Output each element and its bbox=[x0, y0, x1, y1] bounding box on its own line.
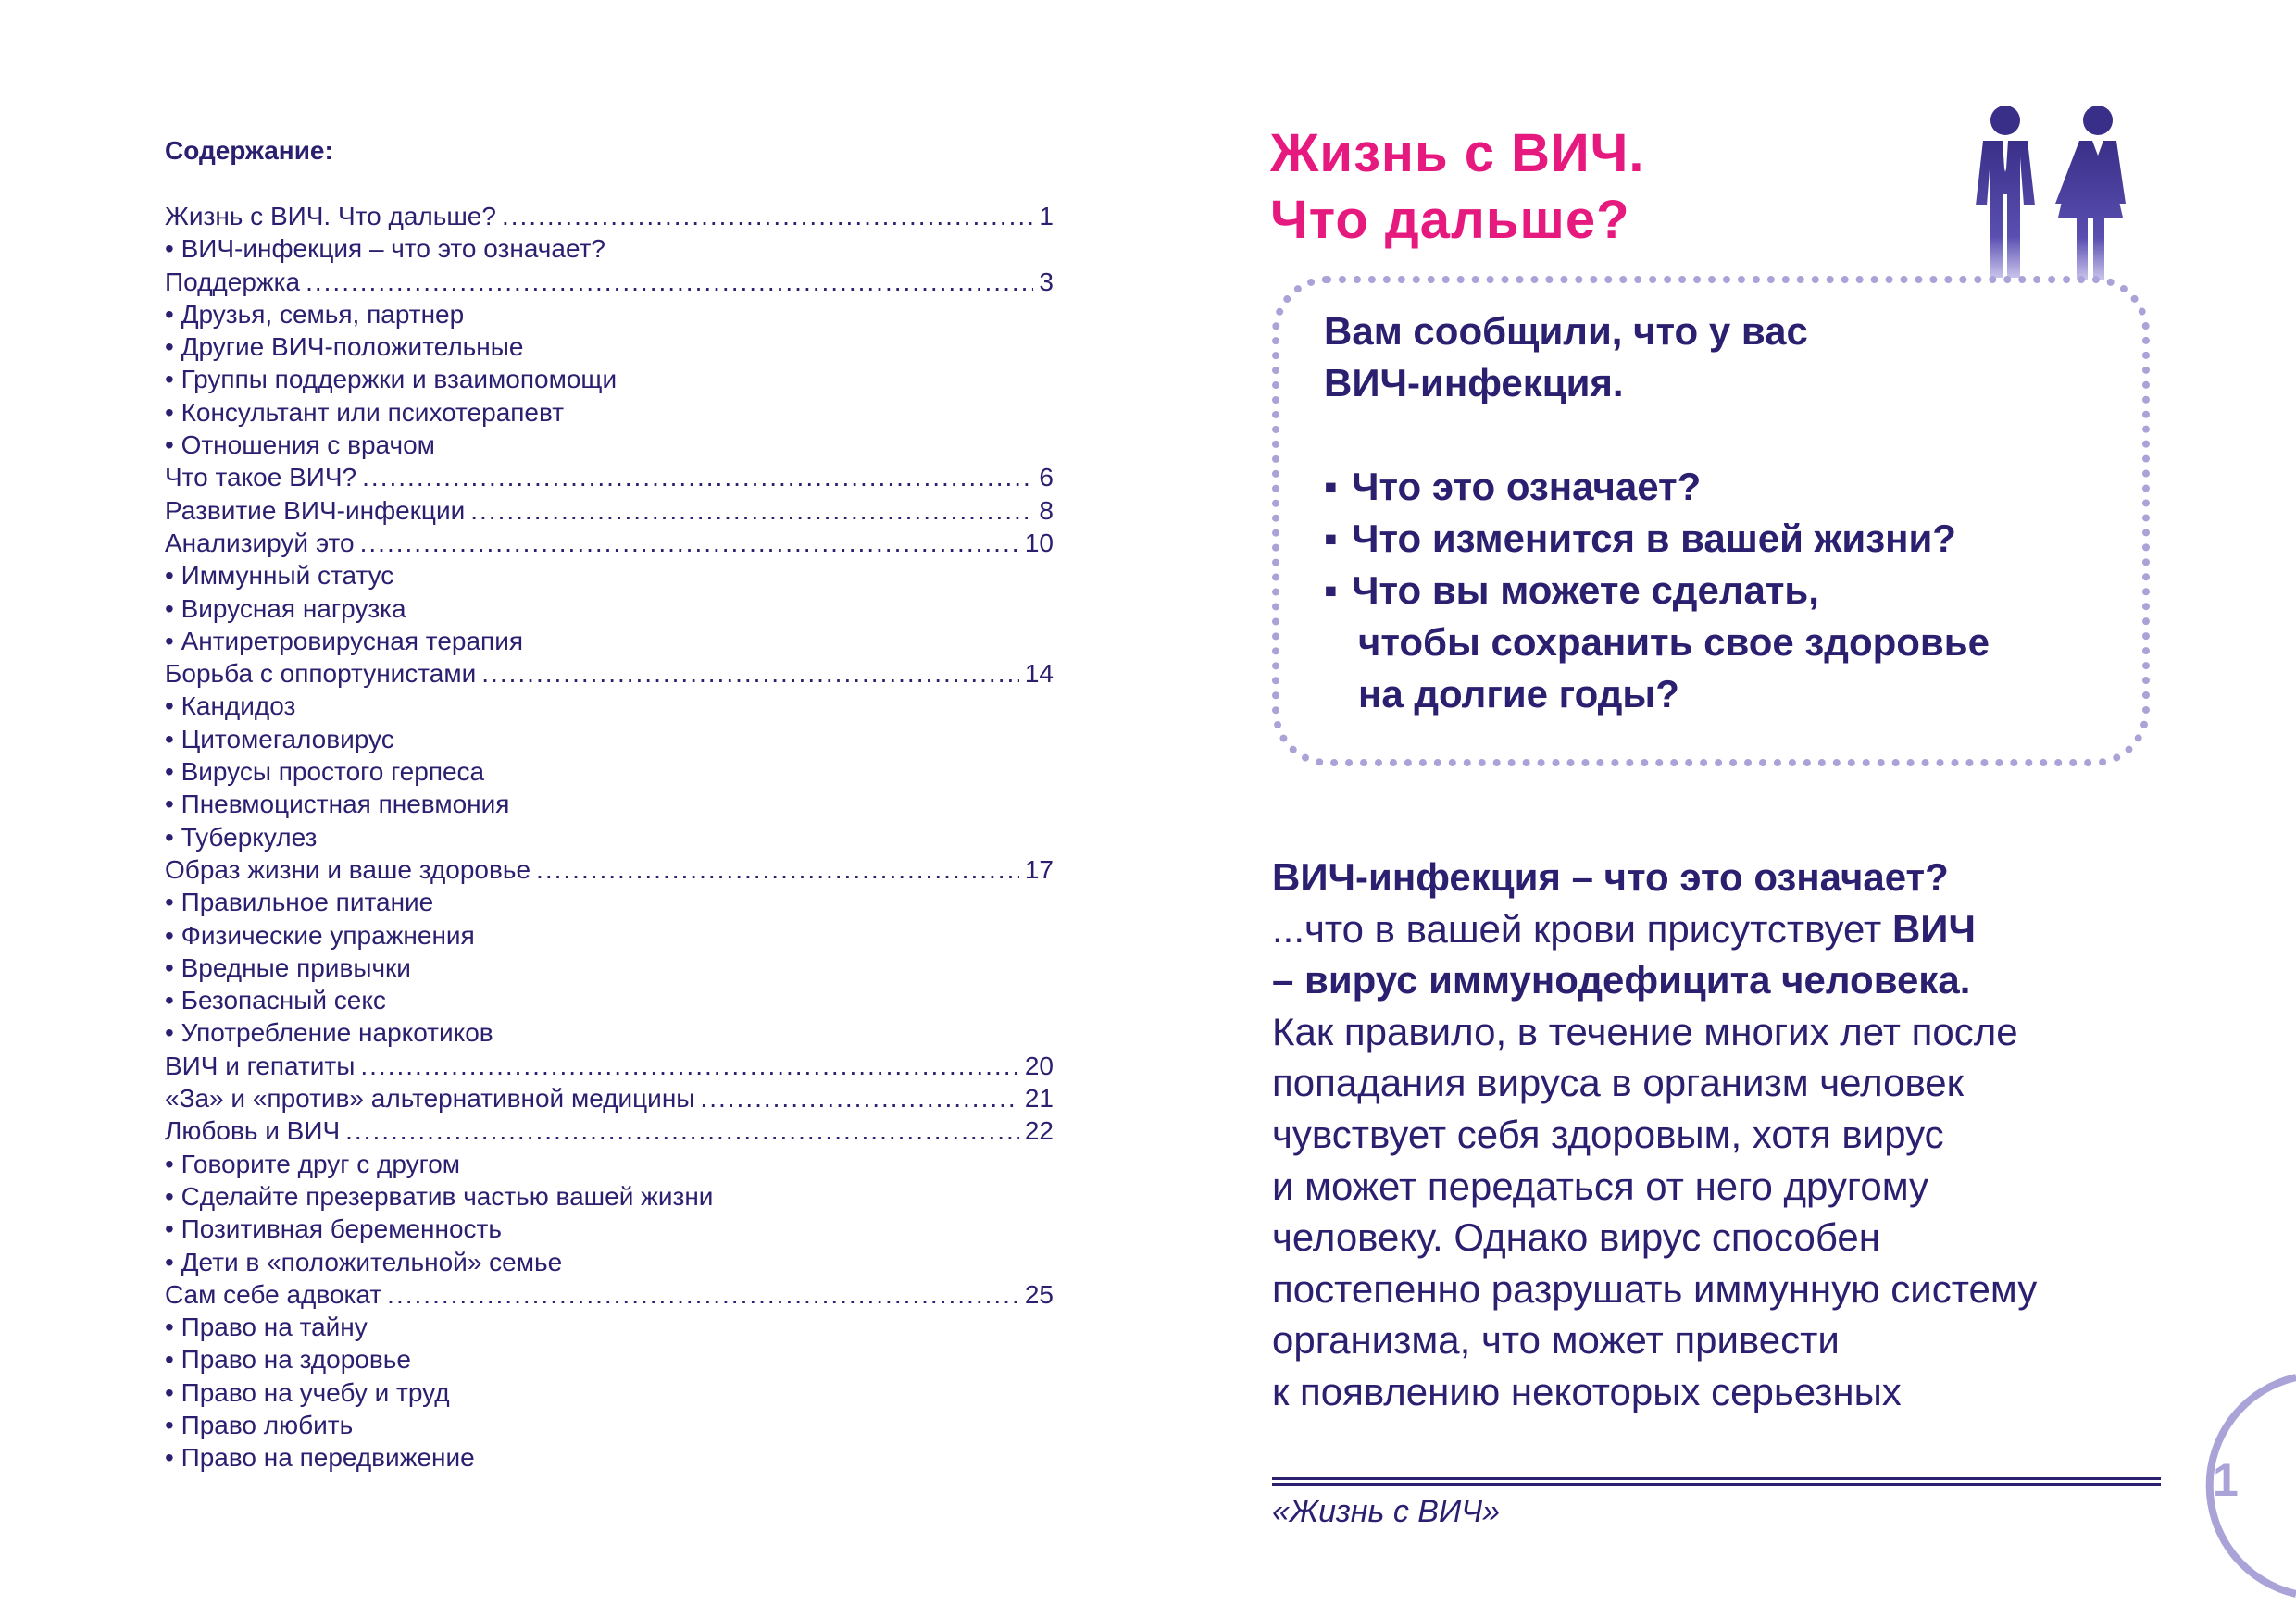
toc-page-number: 25 bbox=[1024, 1279, 1054, 1309]
toc-entry bbox=[165, 1082, 1054, 1114]
toc-page-number: 6 bbox=[1039, 463, 1054, 492]
toc-entry bbox=[165, 559, 1054, 591]
toc-entry-text: • Физические упражнения bbox=[165, 920, 475, 950]
toc-entry bbox=[165, 429, 1054, 461]
toc-entry bbox=[165, 592, 1054, 625]
toc-entry-text: • Право на передвижение bbox=[165, 1443, 475, 1473]
toc-entry bbox=[165, 1409, 1054, 1441]
toc-entry-text: • Другие ВИЧ-положительные bbox=[165, 332, 524, 362]
toc-entry-text: • Позитивная беременность bbox=[165, 1214, 502, 1244]
section-heading: ВИЧ-инфекция – что это означает? bbox=[1272, 855, 1949, 899]
body-line: к появлению некоторых серьезных bbox=[1272, 1369, 1902, 1413]
toc-entry bbox=[165, 1213, 1054, 1245]
toc-entry-text: • Сделайте презерватив частью вашей жизни bbox=[165, 1181, 714, 1211]
toc-entry-text: • Консультант или психотерапевт bbox=[165, 397, 565, 427]
toc-page-number: 22 bbox=[1024, 1116, 1054, 1146]
toc-entry-text: • Правильное питание bbox=[165, 888, 434, 917]
toc-page-number: 8 bbox=[1039, 495, 1054, 525]
toc-entry-text: • Вирусы простого герпеса bbox=[165, 757, 485, 787]
toc-entry-text: • Антиретровирусная терапия bbox=[165, 626, 523, 655]
toc-entry bbox=[165, 396, 1054, 429]
toc-page-number: 3 bbox=[1039, 267, 1054, 296]
toc-entry bbox=[165, 1441, 1054, 1474]
toc-entry-text: • Кандидоз bbox=[165, 691, 296, 721]
footer-double-rule bbox=[1272, 1477, 2161, 1487]
toc-entry-text: • Дети в «положительной» семье bbox=[165, 1247, 563, 1276]
toc-entry bbox=[165, 886, 1054, 918]
toc-entry bbox=[165, 755, 1054, 788]
toc-title: Содержание: bbox=[165, 136, 333, 165]
toc-entry-text: • Употребление наркотиков bbox=[165, 1018, 493, 1048]
question-2: ▪ Что изменится в вашей жизни? bbox=[1324, 513, 2120, 565]
toc-entry-text: Развитие ВИЧ-инфекции bbox=[165, 495, 466, 525]
toc-dot-leader bbox=[362, 461, 1033, 493]
toc-entry-text: Любовь и ВИЧ bbox=[165, 1116, 341, 1146]
bullet-square-icon: ▪ bbox=[1324, 568, 1338, 612]
question-1: ▪ Что это означает? bbox=[1324, 461, 2120, 513]
toc-entry bbox=[165, 200, 1054, 232]
toc-entry bbox=[165, 494, 1054, 527]
question-3: ▪ Что вы можете сделать, bbox=[1324, 565, 2120, 616]
toc-dot-leader bbox=[360, 527, 1019, 559]
toc-entry-text: • Говорите друг с другом bbox=[165, 1149, 461, 1178]
toc-entry-text: • Безопасный секс bbox=[165, 986, 386, 1015]
toc-entry-text: • Вирусная нагрузка bbox=[165, 593, 406, 623]
page-title-line-1: Жизнь с ВИЧ. bbox=[1270, 123, 1645, 183]
toc-entry-text: • Группы поддержки и взаимопомощи bbox=[165, 365, 618, 394]
toc-dot-leader bbox=[470, 494, 1033, 527]
section-lead-line-2: – вирус иммунодефицита человека. bbox=[1272, 958, 1971, 1002]
toc-entry bbox=[165, 1343, 1054, 1375]
toc-entry bbox=[165, 266, 1054, 298]
toc-entry bbox=[165, 1246, 1054, 1278]
intro-line-1: Вам сообщили, что у вас bbox=[1324, 309, 1808, 353]
toc-entry-text: • Право любить bbox=[165, 1410, 354, 1439]
toc-entry bbox=[165, 1311, 1054, 1343]
toc-page-number: 14 bbox=[1024, 659, 1054, 689]
toc-entry bbox=[165, 657, 1054, 690]
toc-entry bbox=[165, 1114, 1054, 1147]
toc-entry-text: • Цитомегаловирус bbox=[165, 724, 394, 753]
toc-entry-text: • Отношения с врачом bbox=[165, 430, 435, 460]
toc-entry bbox=[165, 1050, 1054, 1082]
toc-page-number: 21 bbox=[1024, 1084, 1054, 1114]
toc-dot-leader bbox=[360, 1050, 1018, 1082]
toc-entry-text: Что такое ВИЧ? bbox=[165, 463, 357, 492]
section-lead: ...что в вашей крови присутствует ВИЧ bbox=[1272, 906, 1976, 951]
toc-page-number: 1 bbox=[1039, 202, 1054, 230]
page-number: 1 bbox=[2213, 1454, 2239, 1506]
toc-entry-text: • Вредные привычки bbox=[165, 952, 411, 982]
body-line: и может передаться от него другому bbox=[1272, 1164, 1929, 1208]
body-line: чувствует себя здоровым, хотя вирус bbox=[1272, 1112, 1944, 1156]
toc-entry bbox=[165, 1376, 1054, 1409]
toc-entry bbox=[165, 788, 1054, 820]
toc-entry-text: • Иммунный статус bbox=[165, 561, 394, 591]
toc-entry bbox=[165, 821, 1054, 853]
toc-entry-text: • ВИЧ-инфекция – что это означает? bbox=[165, 234, 605, 264]
toc-page-number: 10 bbox=[1024, 528, 1054, 557]
page-title bbox=[1270, 120, 1645, 254]
man-and-woman-icon bbox=[1963, 104, 2166, 280]
toc-entry-text: • Право на здоровье bbox=[165, 1345, 411, 1375]
toc-entry-text: • Пневмоцистная пневмония bbox=[165, 790, 510, 819]
toc-dot-leader bbox=[481, 657, 1019, 690]
toc-entry bbox=[165, 1148, 1054, 1180]
body-line: попадания вируса в организм человек bbox=[1272, 1061, 1965, 1105]
toc-entry bbox=[165, 298, 1054, 330]
intro-line-2: ВИЧ-инфекция. bbox=[1324, 361, 1624, 404]
toc-entry-text: Поддержка bbox=[165, 267, 301, 296]
toc-entry bbox=[165, 723, 1054, 755]
toc-entry-text: • Право на тайну bbox=[165, 1313, 368, 1342]
toc-entry bbox=[165, 232, 1054, 265]
toc-entry bbox=[165, 952, 1054, 984]
toc-entry bbox=[165, 330, 1054, 363]
toc-entry bbox=[165, 1278, 1054, 1311]
toc-entry bbox=[165, 1180, 1054, 1213]
toc-entry-text: Анализируй это bbox=[165, 528, 355, 557]
toc-entry bbox=[165, 853, 1054, 886]
footer-caption: «Жизнь с ВИЧ» bbox=[1272, 1494, 1501, 1529]
question-3-line-2: чтобы сохранить свое здоровье bbox=[1358, 620, 1990, 664]
toc-entry-text: • Право на учебу и труд bbox=[165, 1377, 450, 1407]
intro-text bbox=[1324, 305, 2120, 720]
toc-dot-leader bbox=[700, 1082, 1018, 1114]
bullet-square-icon: ▪ bbox=[1324, 465, 1338, 508]
body-line: постепенно разрушать иммунную систему bbox=[1272, 1266, 2038, 1311]
toc-list bbox=[165, 200, 1054, 1475]
toc-entry-text: • Друзья, семья, партнер bbox=[165, 299, 465, 329]
toc-entry-text: Жизнь с ВИЧ. Что дальше? bbox=[165, 202, 496, 230]
right-page bbox=[1231, 0, 2296, 1618]
toc-entry-text: «За» и «против» альтернативной медицины bbox=[165, 1084, 695, 1114]
toc-entry bbox=[165, 363, 1054, 395]
page-title-line-2: Что дальше? bbox=[1270, 190, 1630, 250]
body-line: человеку. Однако вирус способен bbox=[1272, 1215, 1880, 1260]
body-line: Как правило, в течение многих лет после bbox=[1272, 1009, 2018, 1053]
toc-entry bbox=[165, 625, 1054, 657]
toc-entry-text: Образ жизни и ваше здоровье bbox=[165, 854, 531, 884]
toc-dot-leader bbox=[306, 266, 1033, 298]
toc-entry-text: ВИЧ и гепатиты bbox=[165, 1051, 356, 1080]
toc-entry bbox=[165, 1016, 1054, 1049]
bullet-square-icon: ▪ bbox=[1324, 517, 1338, 560]
left-page bbox=[165, 0, 1054, 1618]
question-3-line-3: на долгие годы? bbox=[1358, 672, 1679, 716]
toc-entry bbox=[165, 461, 1054, 493]
toc-entry bbox=[165, 919, 1054, 952]
toc-entry bbox=[165, 690, 1054, 722]
toc-entry-text: • Туберкулез bbox=[165, 822, 318, 852]
toc-dot-leader bbox=[502, 200, 1033, 232]
section-hiv-meaning bbox=[1272, 852, 2244, 1418]
toc-dot-leader bbox=[345, 1114, 1019, 1147]
toc-dot-leader bbox=[387, 1278, 1019, 1311]
toc-entry bbox=[165, 984, 1054, 1016]
toc-page-number: 17 bbox=[1024, 854, 1054, 884]
body-line: организма, что может привести bbox=[1272, 1318, 1840, 1363]
toc-entry bbox=[165, 527, 1054, 559]
toc-page-number: 20 bbox=[1024, 1051, 1054, 1080]
toc-dot-leader bbox=[536, 853, 1019, 886]
toc-entry-text: Борьба с оппортунистами bbox=[165, 659, 477, 689]
toc-entry-text: Сам себе адвокат bbox=[165, 1279, 382, 1309]
